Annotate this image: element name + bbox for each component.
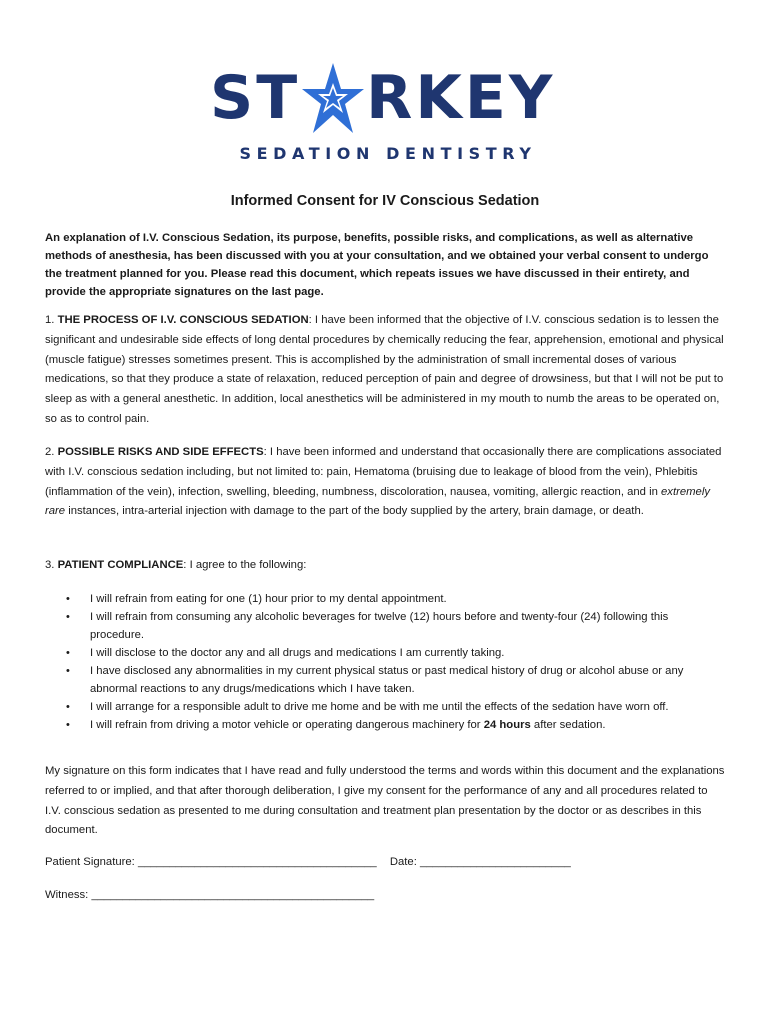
list-item [45,644,725,662]
bullet-icon: • [66,647,70,659]
list-item-text: I will arrange for a responsible adult to drive me home and be with me until the effects of the sedation have worn off. [90,701,669,713]
closing-paragraph: My signature on this form indicates that I have read and fully understood the terms and words within this document and the explanations referred to or implied, and that after thorough deliberation, I give my consent for the performance of any and all procedures related to I.V. conscious sedation as presented to me during consultation and treatment plan presentation by the doctor or as describes in this document. [45,765,725,837]
section-process [45,311,725,430]
section-risks-text-after: instances, intra-arterial injection with damage to the part of the body supplied by the artery, brain damage, or death. [65,505,644,518]
list-item [45,698,725,716]
list-item-bold: 24 hours [483,719,531,731]
date-field[interactable]: Date: ________________________ [389,856,571,868]
logo-word-left: ST [210,63,301,133]
bullet-icon: • [66,611,70,623]
logo-wordmark [210,58,562,138]
logo-tagline: SEDATION DENTISTRY [239,144,537,163]
section-compliance-heading: PATIENT COMPLIANCE [57,559,184,571]
list-item-text: I will refrain from driving a motor vehicle or operating dangerous machinery for [90,719,484,731]
witness-signature-row [45,889,374,901]
section-risks [45,443,725,522]
list-item-text: I will refrain from consuming any alcoholic beverages for twelve (12) hours before and twenty-four (24) following this procedure. [90,611,669,641]
patient-signature-field[interactable]: Patient Signature: ______________________________________ [45,856,377,868]
star-icon [302,61,364,139]
list-item-text-after: after sedation. [530,719,606,731]
list-item-text: I have disclosed any abnormalities in my current physical status or past medical history of drug or alcohol abuse or any abnormal reactions to any drugs/medications which I have taken. [90,665,684,695]
list-item-text: I will refrain from eating for one (1) hour prior to my dental appointment. [90,593,447,605]
bullet-icon: • [66,719,70,731]
witness-signature-field[interactable]: Witness: _____________________________________________ [45,889,375,901]
list-item [45,716,725,734]
section-risks-text-before: : I have been informed and understand that occasionally there are complications associated with I.V. conscious sedation including, but not limited to: pain, Hematoma (bruising due to leakage of blood from the vein), Phlebitis (inflammation of the vein), infection, swelling, bleeding, numbness, discoloration, nausea, vomiting, allergic reaction, and in [45,446,722,498]
list-item [45,590,725,608]
section-risks-emphasis: extremely rare [45,485,710,518]
section-compliance-number: 3. [45,559,58,571]
compliance-list [45,590,725,734]
section-process-text: : I have been informed that the objective of I.V. conscious sedation is to lessen the significant and undesirable side effects of long dental procedures by chemically reducing the fear, apprehension, emotional and physical (muscle fatigue) stresses sometimes present. This is accomplished by the administration of small incremental doses of various medications, so that they produce a state of relaxation, reduced perception of pain and degree of drowsiness, but that I will not be put to sleep as with a general anesthetic. In addition, local anesthetics will be administered in my mouth to numb the areas to be operated on, so as to control pain. [45,314,724,425]
list-item [45,608,725,644]
bullet-icon: • [66,665,70,677]
intro-paragraph: An explanation of I.V. Conscious Sedation, its purpose, benefits, possible risks, and complications, as well as alternative methods of anesthesia, has been discussed with you at your consultation, and we obtained your verbal consent to undergo the treatment planned for you. Please read this document, which repeats issues we have discussed in their entirety, and provide the appropriate signatures on the last page. [45,232,709,298]
logo-word-right: RKEY [366,63,556,133]
section-risks-heading: POSSIBLE RISKS AND SIDE EFFECTS [57,446,264,458]
list-item-text: I will disclose to the doctor any and all drugs and medications I am currently taking. [90,647,505,659]
document-title: Informed Consent for IV Conscious Sedation [230,193,540,209]
section-risks-number: 2. [45,446,58,458]
bullet-icon: • [66,593,70,605]
section-compliance-text: : I agree to the following: [183,559,307,571]
bullet-icon: • [66,701,70,713]
list-item [45,662,725,698]
starkey-logo [210,58,562,168]
section-compliance [45,556,725,576]
patient-signature-row [45,856,571,868]
section-process-heading: THE PROCESS OF I.V. CONSCIOUS SEDATION [57,314,309,326]
section-process-number: 1. [45,314,58,326]
